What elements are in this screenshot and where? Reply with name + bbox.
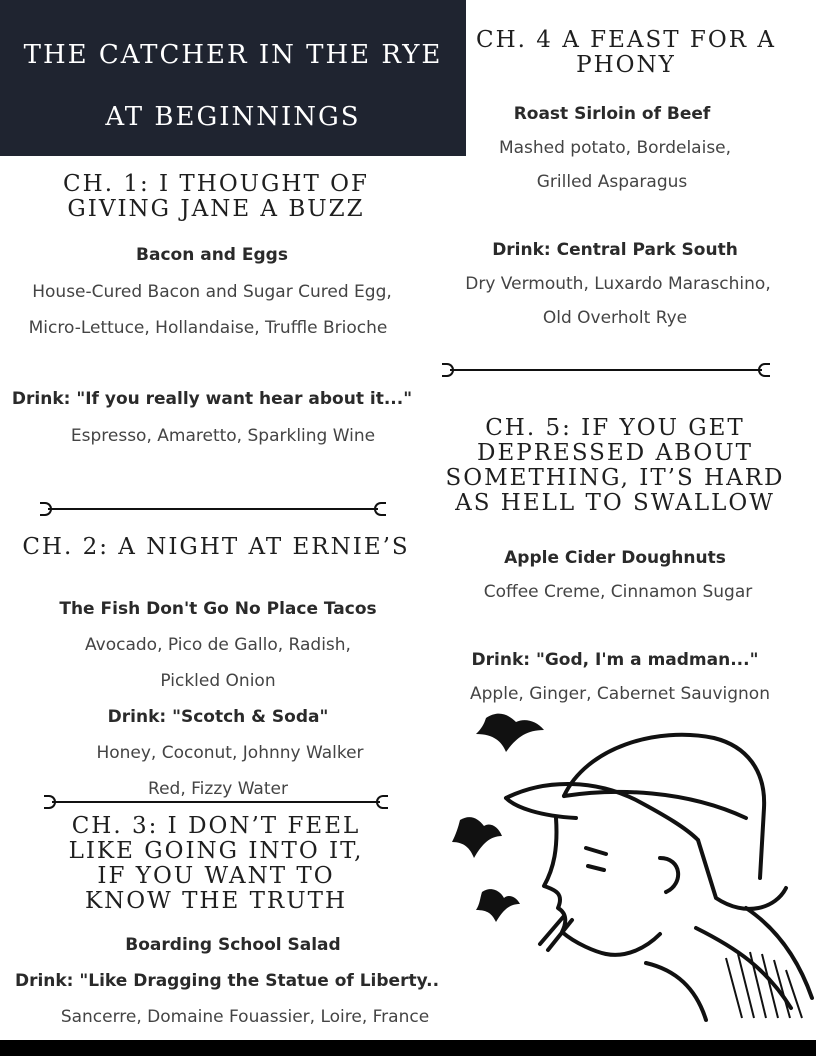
chapter-2-drink-desc: Red, Fizzy Water <box>148 779 288 799</box>
chapter-2-dish: The Fish Don't Go No Place Tacos <box>59 599 377 619</box>
chapter-5-drink-desc: Apple, Ginger, Cabernet Sauvignon <box>470 684 770 704</box>
chapter-4-dish-desc: Mashed potato, Bordelaise, <box>498 138 732 158</box>
chapter-3-title-line: KNOW THE TRUTH <box>84 888 348 914</box>
chapter-3-drink-desc: Sancerre, Domaine Fouassier, Loire, France <box>60 1007 430 1027</box>
chapter-4-title-line: CH. 4 A FEAST FOR A <box>476 27 776 53</box>
chapter-1-title-line: CH. 1: I THOUGHT OF <box>63 171 369 197</box>
chapter-4-title-line: PHONY <box>576 52 676 78</box>
chapter-2-title-line: CH. 2: A NIGHT AT ERNIE’S <box>22 534 410 560</box>
chapter-1-dish-desc: House-Cured Bacon and Sugar Cured Egg, <box>32 282 392 302</box>
chapter-2-title <box>0 535 432 560</box>
chapter-4-dish-desc: Grilled Asparagus <box>536 172 688 192</box>
chapter-1-dish: Bacon and Eggs <box>136 245 288 265</box>
chapter-5-title-line: CH. 5: IF YOU GET <box>485 415 745 441</box>
chapter-5-dish: Apple Cider Doughnuts <box>504 548 726 568</box>
chapter-2-drink: Drink: "Scotch & Soda" <box>107 707 329 727</box>
chapter-4-drink-desc: Old Overholt Rye <box>542 308 688 328</box>
chapter-5-title-line: SOMETHING, IT’S HARD <box>445 465 785 491</box>
footer-bar <box>0 1040 816 1056</box>
chapter-1-drink: Drink: "If you really want hear about it..." <box>11 389 413 409</box>
chapter-5-dish-desc: Coffee Creme, Cinnamon Sugar <box>483 582 753 602</box>
chapter-4-title <box>470 28 782 78</box>
chapter-1-dish-desc: Micro-Lettuce, Hollandaise, Truffle Brioche <box>28 318 388 338</box>
chapter-1-drink-desc: Espresso, Amaretto, Sparkling Wine <box>70 426 376 446</box>
chapter-3-drink: Drink: "Like Dragging the Statue of Liberty.. <box>14 971 440 991</box>
chapter-5-drink: Drink: "God, I'm a madman..." <box>471 650 759 670</box>
section-divider <box>446 363 766 377</box>
banner-title: THE CATCHER IN THE RYE <box>23 40 443 70</box>
chapter-3-title-line: IF YOU WANT TO <box>97 863 335 889</box>
chapter-3-title-line: LIKE GOING INTO IT, <box>68 838 364 864</box>
holden-hunting-hat-sketch-icon <box>446 708 816 1023</box>
chapter-2-dish-desc: Avocado, Pico de Gallo, Radish, <box>85 635 351 655</box>
chapter-1-title <box>0 172 432 222</box>
banner-subtitle: AT BEGINNINGS <box>105 102 361 132</box>
chapter-2-drink-desc: Honey, Coconut, Johnny Walker <box>96 743 364 763</box>
chapter-4-dish: Roast Sirloin of Beef <box>513 104 711 124</box>
chapter-2-dish-desc: Pickled Onion <box>160 671 276 691</box>
section-divider <box>44 502 382 516</box>
chapter-3-title <box>0 814 432 914</box>
chapter-1-title-line: GIVING JANE A BUZZ <box>67 196 365 222</box>
chapter-4-drink: Drink: Central Park South <box>492 240 738 260</box>
chapter-5-title <box>442 416 788 516</box>
chapter-3-title-line: CH. 3: I DON’T FEEL <box>71 813 361 839</box>
chapter-5-title-line: DEPRESSED ABOUT <box>477 440 753 466</box>
title-banner <box>0 0 466 156</box>
section-divider <box>48 795 384 809</box>
chapter-3-dish: Boarding School Salad <box>125 935 341 955</box>
chapter-4-drink-desc: Dry Vermouth, Luxardo Maraschino, <box>465 274 771 294</box>
chapter-5-title-line: AS HELL TO SWALLOW <box>455 490 775 516</box>
